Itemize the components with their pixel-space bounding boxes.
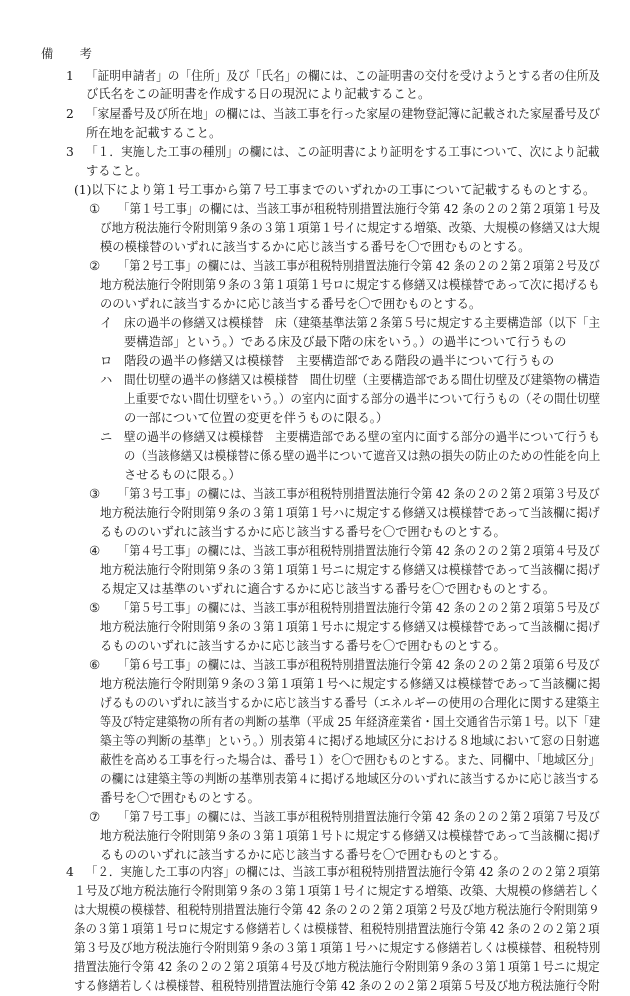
note-line: び氏名をこの証明書を作成する日の現況により記載すること。 — [86, 87, 431, 101]
note-line: 第３号及び地方税法施行令附則第９条の３第１項第１号ハに規定する修繕若しくは模様替、租税特別 — [74, 941, 601, 955]
note-line: 地方税法施行令附則第９条の３第１項第１号へに規定する修繕又は模様替であって当該欄に掲 — [100, 677, 601, 691]
note-line: 「家屋番号及び所在地」の欄には、当該工事を行った家屋の建物登記簿に記載された家屋番号及び — [86, 107, 601, 121]
note-line: (1)以下により第１号工事から第７号工事までのいずれかの工事について記載するものとする。 — [74, 183, 596, 197]
note-marker: 3 — [66, 145, 74, 159]
note-line: の一部について位置の変更を伴うものに限る。） — [124, 411, 389, 425]
note-line: 「第２号工事」の欄には、当該工事が租税特別措置法施行令第 42 条の２の２第２項第２号及び — [118, 259, 600, 273]
note-line: 番号を〇で囲むものとする。 — [100, 791, 260, 805]
note-line: は大規模の模様替、租税特別措置法施行令第 42 条の２の２第２項第２号及び地方税法施行令附則第９ — [74, 903, 600, 917]
sub-marker: ニ — [100, 430, 113, 444]
item-marker: ③ — [89, 487, 101, 501]
note-line: 「第１号工事」の欄には、当該工事が租税特別措置法施行令第 42 条の２の２第２項第１号及 — [118, 202, 601, 216]
note-line: 間仕切壁の過半の修繕又は模様替 間仕切壁（主要構造部である間仕切壁及び建築物の構造 — [124, 373, 601, 387]
note-line: 要構造部」という。）である床及び最下階の床をいう。）の過半について行うもの — [124, 335, 567, 349]
item-marker: ⑦ — [89, 810, 101, 824]
note-line: 「第５号工事」の欄には、当該工事が租税特別措置法施行令第 42 条の２の２第２項第５号及び — [118, 601, 600, 615]
sub-marker: イ — [100, 316, 113, 330]
note-line: るもののいずれに該当するかに応じ該当する番号を〇で囲むものとする。 — [100, 848, 506, 862]
item-marker: ⑤ — [89, 601, 101, 615]
note-line: る規定又は基準のいずれに適合するかに応じ該当する番号を〇で囲むものとする。 — [100, 582, 555, 596]
note-line: 築主等の判断の基準」という。）別表第４に掲げる地域区分における８地域において窓の日射遮 — [100, 734, 600, 748]
note-line: 措置法施行令第 42 条の２の２第２項第４号及び地方税法施行令附則第９条の３第１項第１号ニに規定 — [74, 960, 600, 974]
note-line: 「証明申請者」の「住所」及び「氏名」の欄には、この証明書の交付を受けようとする者の住所及 — [86, 69, 601, 83]
note-line: させるものに限る。） — [124, 468, 241, 482]
note-marker: 4 — [66, 865, 74, 879]
note-line: 地方税法施行令附則第９条の３第１項第１号ニに規定する修繕又は模様替であって当該欄に掲げ — [100, 563, 600, 577]
note-line: び地方税法施行令附則第９条の３第１項第１号イに規定する増築、改築、大規模の修繕又は大規 — [100, 221, 600, 235]
note-line: 等及び特定建築物の所有者の判断の基準（平成 25 年経済産業省・国土交通省告示第１号。以下「建 — [100, 715, 601, 729]
note-line: 階段の過半の修繕又は模様替 主要構造部である階段の過半について行うもの — [124, 354, 555, 368]
item-marker: ⑥ — [89, 658, 101, 672]
note-line: 「２．実施した工事の内容」の欄には、当該工事が租税特別措置法施行令第 42 条の２の２第２項第 — [86, 865, 601, 879]
note-line: の（当該修繕又は模様替に係る壁の過半について遮音又は熱の損失の防止のための性能を向上 — [124, 449, 601, 463]
note-line: 「第３号工事」の欄には、当該工事が租税特別措置法施行令第 42 条の２の２第２項第３号及び — [118, 487, 600, 501]
note-line: 「第６号工事」の欄には、当該工事が租税特別措置法施行令第 42 条の２の２第２項第６号及び — [118, 658, 600, 672]
remarks-heading: 備 考 — [41, 47, 99, 61]
note-line: げるもののいずれに該当するかに応じ該当する番号（エネルギーの使用の合理化に関する建築主 — [100, 696, 600, 710]
note-line: 壁の過半の修繕又は模様替 主要構造部である壁の室内に面する部分の過半について行うも — [124, 430, 600, 444]
note-line: 模の模様替のいずれに該当するかに応じ該当する番号を〇で囲むものとする。 — [100, 240, 531, 254]
note-line: 床の過半の修繕又は模様替 床（建築基準法第２条第５号に規定する主要構造部（以下「主 — [124, 316, 601, 330]
note-line: １号及び地方税法施行令附則第９条の３第１項第１号イに規定する増築、改築、大規模の修繕若しく — [74, 884, 601, 898]
note-line: すること。 — [86, 164, 148, 178]
note-line: 「第４号工事」の欄には、当該工事が租税特別措置法施行令第 42 条の２の２第２項第４号及び — [118, 544, 600, 558]
note-line: るもののいずれに該当するかに応じ該当する番号を〇で囲むものとする。 — [100, 525, 506, 539]
note-line: の欄には建築主等の判断の基準別表第４に掲げる地域区分のいずれに該当するかに応じ該当する — [100, 772, 600, 786]
item-marker: ② — [89, 259, 101, 273]
note-line: する修繕若しくは模様替、租税特別措置法施行令第 42 条の２の２第２項第５号及び地方税法施行令附 — [74, 979, 600, 993]
note-line: 蔽性を高める工事を行った場合は、番号１）を〇で囲むものとする。また、同欄中、「地域区分」 — [100, 753, 600, 767]
note-line: 所在地を記載すること。 — [86, 126, 222, 140]
note-line: ののいずれに該当するかに応じ該当する番号を〇で囲むものとする。 — [100, 297, 482, 311]
item-marker: ① — [89, 202, 101, 216]
note-line: 地方税法施行令附則第９条の３第１項第１号トに規定する修繕又は模様替であって当該欄に掲げ — [100, 829, 600, 843]
note-marker: 1 — [66, 69, 74, 83]
note-line: 地方税法施行令附則第９条の３第１項第１号ハに規定する修繕又は模様替であって当該欄に掲げ — [100, 506, 600, 520]
note-line: 「第７号工事」の欄には、当該工事が租税特別措置法施行令第 42 条の２の２第２項第７号及び — [118, 810, 600, 824]
note-line: 条の３第１項第１号ロに規定する修繕若しくは模様替、租税特別措置法施行令第 42 条の２の２第２項 — [74, 922, 600, 936]
sub-marker: ハ — [100, 373, 113, 387]
item-marker: ④ — [89, 544, 101, 558]
note-line: 上重要でない間仕切壁をいう。）の室内に面する部分の過半について行うもの（その間仕切壁 — [124, 392, 601, 406]
note-line: 地方税法施行令附則第９条の３第１項第１号ホに規定する修繕又は模様替であって当該欄に掲げ — [100, 620, 600, 634]
note-line: 「１．実施した工事の種別」の欄には、この証明書により証明をする工事について、次により記載 — [86, 145, 600, 159]
sub-marker: ロ — [100, 354, 113, 368]
note-line: 地方税法施行令附則第９条の３第１項第１号ロに規定する修繕又は模様替であって次に掲げるも — [100, 278, 600, 292]
note-marker: 2 — [66, 107, 74, 121]
note-line: るもののいずれに該当するかに応じ該当する番号を〇で囲むものとする。 — [100, 639, 506, 653]
